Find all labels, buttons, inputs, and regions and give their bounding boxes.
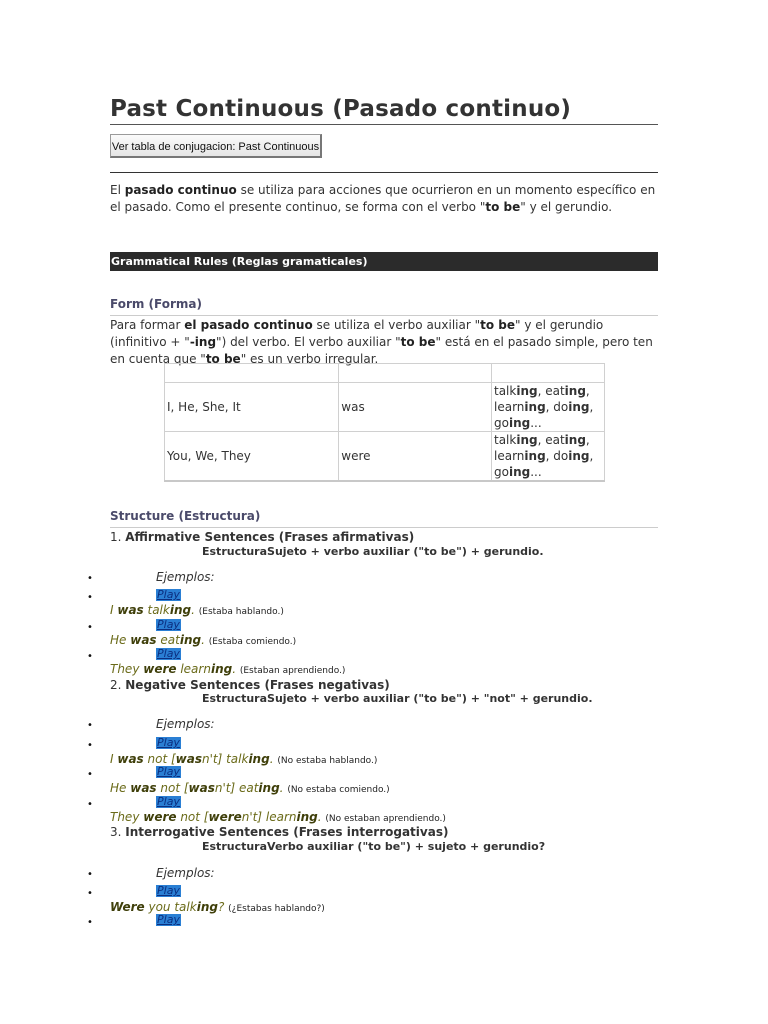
play-button[interactable]: Play xyxy=(157,765,180,778)
bullet-icon: • xyxy=(87,740,93,751)
play-button[interactable]: Play xyxy=(157,795,180,808)
example-sentence: Were you talking? (¿Estabas hablando?) xyxy=(110,900,325,914)
intro-paragraph: El pasado continuo se utiliza para acciones que ocurrieron en un momento específico en el pasado. Como el presente continuo, se forma con el verbo "to be" y el gerundio. xyxy=(110,183,656,214)
affirmative-formula: EstructuraSujeto + verbo auxiliar ("to be") + gerundio. xyxy=(202,545,544,558)
example-sentence: He was not [wasn't] eating. (No estaba comiendo.) xyxy=(110,781,390,795)
bullet-icon: • xyxy=(87,720,93,731)
table-header-row xyxy=(165,364,605,383)
bullet-icon: • xyxy=(87,799,93,810)
bullet-icon: • xyxy=(87,651,93,662)
ejemplos-label: Ejemplos: xyxy=(156,717,215,731)
interrogative-heading: 3. Interrogative Sentences (Frases interrogativas) xyxy=(110,825,449,839)
page-title: Past Continuous (Pasado continuo) xyxy=(110,96,658,125)
table-cell xyxy=(165,364,339,383)
play-button[interactable]: Play xyxy=(157,588,180,601)
bullet-icon: • xyxy=(87,869,93,880)
bullet-icon: • xyxy=(87,622,93,633)
table-cell xyxy=(339,364,492,383)
translation-note: (No estaban aprendiendo.) xyxy=(325,814,446,824)
play-button[interactable]: Play xyxy=(157,736,180,749)
translation-note: (¿Estabas hablando?) xyxy=(228,904,325,914)
interrogative-formula: EstructuraVerbo auxiliar ("to be") + sujeto + gerundio? xyxy=(202,840,546,853)
structure-heading: Structure (Estructura) xyxy=(110,509,658,528)
translation-note: (Estaban aprendiendo.) xyxy=(239,666,346,676)
bullet-icon: • xyxy=(87,888,93,899)
example-sentence: They were not [weren't] learning. (No estaban aprendiendo.) xyxy=(110,810,446,824)
aux-cell: was xyxy=(339,383,492,432)
translation-note: (Estaba hablando.) xyxy=(198,607,284,617)
form-heading: Form (Forma) xyxy=(110,297,658,316)
conjugation-table-button[interactable]: Ver tabla de conjugacion: Past Continuous xyxy=(110,134,322,158)
subject-cell: You, We, They xyxy=(165,432,339,482)
subject-cell: I, He, She, It xyxy=(165,383,339,432)
affirmative-heading: 1. Affirmative Sentences (Frases afirmativas) xyxy=(110,530,415,544)
play-button[interactable]: Play xyxy=(157,884,180,897)
negative-heading: 2. Negative Sentences (Frases negativas) xyxy=(110,678,390,692)
table-row xyxy=(165,432,605,482)
aux-cell: were xyxy=(339,432,492,482)
gerund-cell: talking, eating, learning, doing, going... xyxy=(492,383,605,432)
divider xyxy=(110,172,658,173)
play-button[interactable]: Play xyxy=(157,647,180,660)
bullet-icon: • xyxy=(87,917,93,928)
example-sentence: I was not [wasn't] talking. (No estaba hablando.) xyxy=(110,752,378,766)
ejemplos-label: Ejemplos: xyxy=(156,570,215,584)
bullet-icon: • xyxy=(87,592,93,603)
section-header-grammatical-rules: Grammatical Rules (Reglas gramaticales) xyxy=(110,252,658,271)
translation-note: (Estaba comiendo.) xyxy=(208,637,297,647)
conjugation-table xyxy=(164,363,605,482)
negative-formula: EstructuraSujeto + verbo auxiliar ("to be") + "not" + gerundio. xyxy=(202,692,593,705)
gerund-cell: talking, eating, learning, doing, going... xyxy=(492,432,605,482)
bullet-icon: • xyxy=(87,769,93,780)
form-paragraph: Para formar el pasado continuo se utiliza el verbo auxiliar "to be" y el gerundio (infinitivo + "-ing") del verbo. El verbo auxiliar "to be" está en el pasado simple, pero ten en cuenta que "to be" es un verbo irregular. xyxy=(110,318,653,366)
table-cell xyxy=(492,364,605,383)
ejemplos-label: Ejemplos: xyxy=(156,866,215,880)
translation-note: (No estaba hablando.) xyxy=(277,756,378,766)
example-sentence: He was eating. (Estaba comiendo.) xyxy=(110,633,297,647)
example-sentence: They were learning. (Estaban aprendiendo.) xyxy=(110,662,346,676)
play-button[interactable]: Play xyxy=(157,913,180,926)
example-sentence: I was talking. (Estaba hablando.) xyxy=(110,603,284,617)
table-row xyxy=(165,383,605,432)
bullet-icon: • xyxy=(87,573,93,584)
play-button[interactable]: Play xyxy=(157,618,180,631)
translation-note: (No estaba comiendo.) xyxy=(287,785,390,795)
